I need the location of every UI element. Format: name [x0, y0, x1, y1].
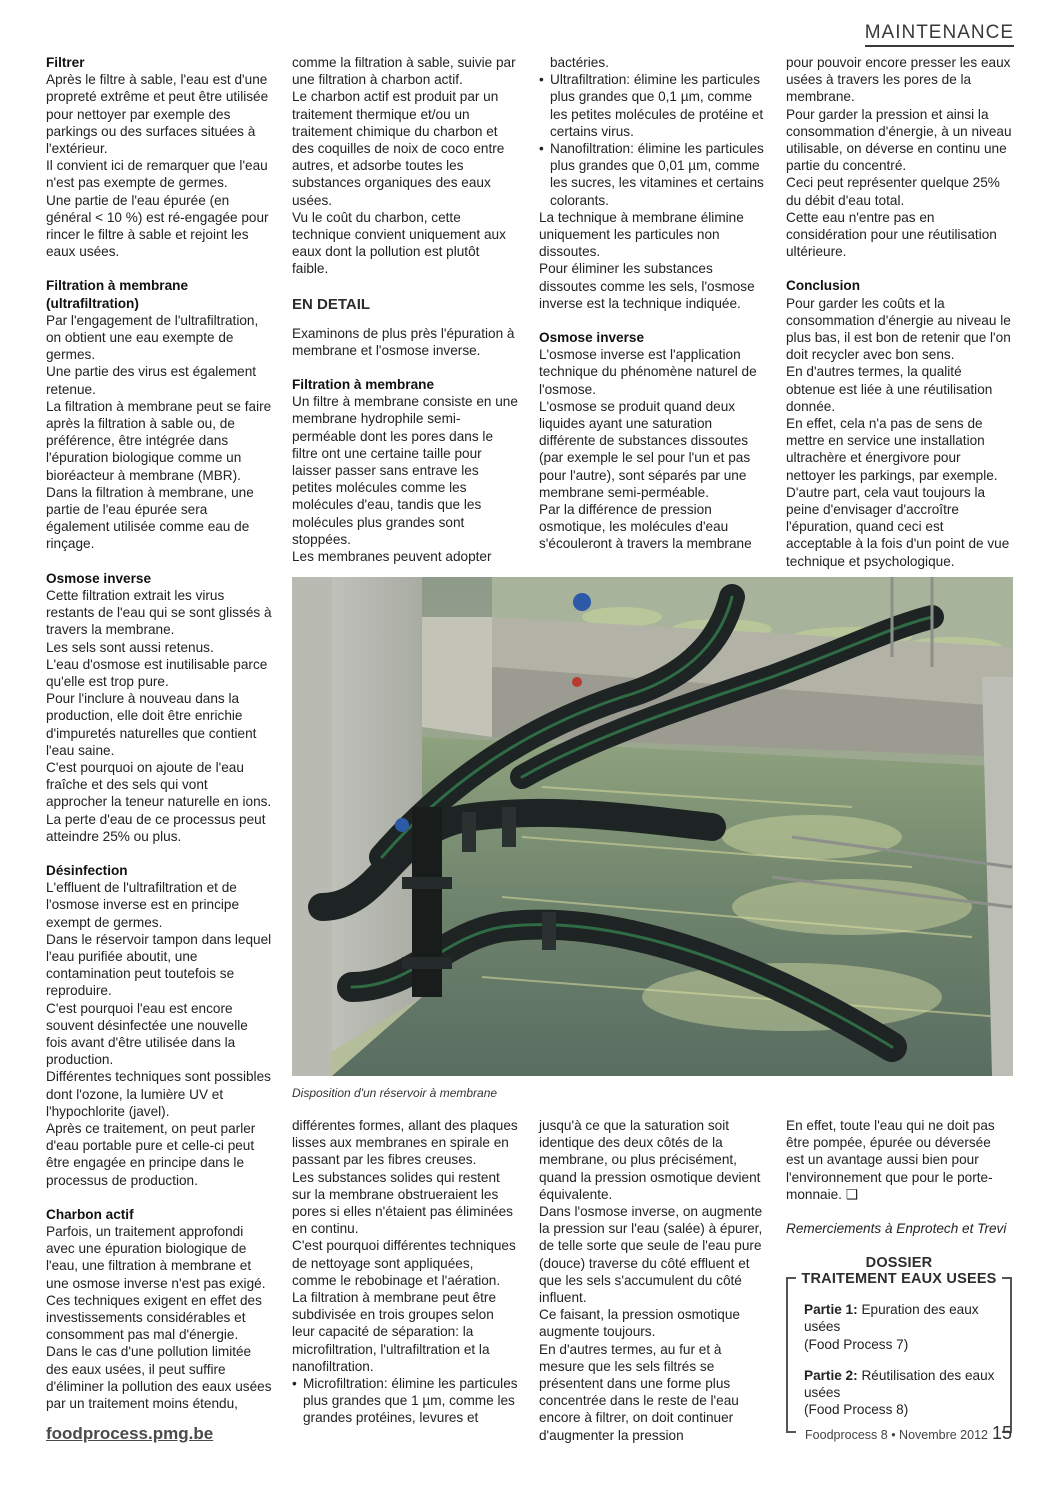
footer-website-link[interactable]: foodprocess.pmg.be — [46, 1424, 214, 1443]
paragraph: Cette filtration extrait les virus restants de l'eau qui se sont glissés à travers la membrane. — [46, 587, 272, 638]
acknowledgement: Remerciements à Enprotech et Trevi — [786, 1221, 1007, 1237]
part-label: Partie 2: — [804, 1367, 858, 1383]
paragraph: Pour l'inclure à nouveau dans la production, elle doit être enrichie d'impuretés naturelles que contient l'eau saine. — [46, 691, 257, 758]
paragraph: Pour garder la pression et ainsi la consommation d'énergie, à un niveau utilisable, on déverse en continu une partie du concentré. — [786, 106, 1012, 174]
figure-caption: Disposition d'un réservoir à membrane — [292, 1086, 498, 1100]
heading-charbon-actif: Charbon actif — [46, 1206, 134, 1222]
paragraph: Dans la filtration à membrane, une partie de l'eau épurée sera également utilisée comme eau de rinçage. — [46, 484, 254, 552]
paragraph: En d'autres termes, la qualité obtenue est liée à une réutilisation donnée. — [786, 364, 993, 414]
paragraph: Par l'engagement de l'ultrafiltration, on obtient une eau exempte de germes. — [46, 312, 259, 363]
dossier-subtitle: TRAITEMENT EAUX USEES — [801, 1271, 997, 1288]
closing-text: En effet, toute l'eau qui ne doit pas être pompée, épurée ou déversée est un avantage aussi bien pour l'environnement que pour le porte-monnaie. — [786, 1118, 995, 1202]
heading-en-detail: EN DETAIL — [292, 295, 371, 313]
part-label: Partie 1: — [804, 1302, 858, 1318]
heading-osmose-inverse: Osmose inverse — [46, 570, 152, 586]
part-ref: (Food Process 7) — [804, 1336, 909, 1352]
membrane-tank-photo — [292, 577, 1013, 1076]
paragraph: Un filtre à membrane consiste en une membrane hydrophile semi-perméable dont les pores dans le filtre ont une certaine taille pour laisser passer sans entrave les petites molécules comme les molécules d'eau, tandis que les molécules plus grandes sont stoppées. — [292, 394, 518, 547]
paragraph: L'osmose se produit quand deux liquides ayant une saturation différente de substances dissoutes (par exemple le sel pour l'un et pas pour l'autre), sont séparés par une membrane semi-perméable. — [539, 398, 751, 500]
column-2-top — [292, 54, 518, 565]
heading-osmose-inverse-2: Osmose inverse — [539, 330, 645, 346]
heading-filtration-membrane-2: Filtration à membrane — [292, 377, 435, 393]
paragraph — [786, 1117, 1012, 1203]
paragraph: pour pouvoir encore presser les eaux usées à travers les pores de la membrane. — [786, 55, 1011, 105]
paragraph: Après ce traitement, on peut parler d'eau portable pure et celle-ci peut être engagée en principe dans le processus de production. — [46, 1120, 256, 1188]
paragraph: Ce faisant, la pression osmotique augmente toujours. — [539, 1307, 740, 1340]
membrane-tank-illustration — [292, 577, 1013, 1076]
paragraph: Par la différence de pression osmotique, les molécules d'eau s'écouleront à travers la membrane — [539, 502, 752, 552]
paragraph: Cette eau n'entre pas en considération pour une réutilisation ultérieure. — [786, 209, 997, 260]
paragraph: L'eau d'osmose est inutilisable parce qu'elle est trop pure. — [46, 656, 268, 689]
end-mark-icon: ❑ — [845, 1186, 858, 1202]
paragraph: Dans l'osmose inverse, on augmente la pression sur l'eau (salée) à épurer, de telle sorte que seule de l'eau pure (douce) traverse du côté effluent et que les sels s'accumulent du côté influent. — [539, 1204, 763, 1306]
column-2-bottom — [292, 1117, 518, 1427]
part-text: Réutilisation des eaux usées — [804, 1367, 995, 1401]
paragraph: C'est pourquoi on ajoute de l'eau fraîche et des sels qui vont approcher la teneur naturelle en ions. — [46, 759, 272, 810]
paragraph: Dans le cas d'une pollution limitée des eaux usées, il peut suffire d'éliminer la pollution des eaux usées par un traitement moins étendu, — [46, 1344, 272, 1412]
paragraph: C'est pourquoi différentes techniques de nettoyage sont appliquées, comme le rebobinage et l'aération. — [292, 1238, 516, 1288]
paragraph: L'effluent de l'ultrafiltration et de l'osmose inverse est en principe exempt de germes. — [46, 880, 240, 930]
paragraph: Vu le coût du charbon, cette technique convient uniquement aux eaux dont la pollution est plutôt faible. — [292, 209, 506, 277]
paragraph: Pour garder les coûts et la consommation d'énergie au niveau le plus bas, il est bon de retenir que l'on doit recycler avec bon sens. — [786, 295, 1011, 363]
dossier-box — [786, 1255, 1012, 1433]
paragraph: Pour éliminer les substances dissoutes comme les sels, l'osmose inverse est la technique indiquée. — [539, 261, 755, 311]
paragraph: Une partie de l'eau épurée (en général < 10 %) est ré-engagée pour rincer le filtre à sable et rejoint les eaux usées. — [46, 192, 269, 260]
list-item-nanofiltration: • Nanofiltration: élimine les particules plus grandes que 0,01 µm, comme les sucres, les vitamines et certains colorants. — [539, 140, 765, 209]
part-text: Epuration des eaux usées — [804, 1302, 979, 1335]
paragraph: La filtration à membrane peut se faire après la filtration à sable ou, de préférence, être intégrée dans l'épuration biologique comme un bioréacteur à membrane (MBR). — [46, 398, 272, 483]
paragraph: Les membranes peuvent adopter — [292, 549, 492, 565]
paragraph: Il convient ici de remarquer que l'eau n'est pas exempte de germes. — [46, 158, 268, 191]
paragraph: bactéries. — [550, 55, 609, 70]
dossier-part-2 — [800, 1367, 998, 1419]
heading-filtration-membrane: Filtration à membrane (ultrafiltration) — [46, 278, 189, 311]
paragraph: Différentes techniques sont possibles dont l'ozone, la lumière UV et l'hypochlorite (javel). — [46, 1069, 271, 1119]
column-3-bottom — [539, 1117, 765, 1444]
paragraph: D'autre part, cela vaut toujours la peine d'envisager d'accroître l'épuration, quand ceci est acceptable à la fois d'un point de vue technique et psychologique. — [786, 484, 1010, 569]
paragraph: Ceci peut représenter quelque 25% du débit d'eau total. — [786, 175, 1000, 208]
paragraph: La filtration à membrane peut être subdivisée en trois groupes selon leur capacité de séparation: la microfiltration, l'ultrafiltration et la nanofiltration. — [292, 1290, 497, 1374]
page-number: 15 — [991, 1423, 1012, 1443]
paragraph: La technique à membrane élimine uniquement les particules non dissoutes. — [539, 209, 744, 260]
column-4-bottom — [786, 1117, 1012, 1433]
bracket-right — [1002, 1277, 1012, 1433]
paragraph: La perte d'eau de ce processus peut atteindre 25% ou plus. — [46, 811, 266, 844]
paragraph: Ces techniques exigent en effet des investissements considérables et consomment pas mal d'énergie. — [46, 1292, 262, 1343]
paragraph: En d'autres termes, au fur et à mesure que les sels filtrés se présentent dans une forme plus concentrée dans le reste de l'eau encore à filtrer, on doit continuer d'augmenter la pression — [539, 1341, 739, 1443]
paragraph: Dans le réservoir tampon dans lequel l'eau purifiée aboutit, une contamination peut toutefois se reproduire. — [46, 931, 272, 999]
paragraph: Après le filtre à sable, l'eau est d'une propreté extrême et peut être utilisée pour nettoyer par exemple des parkings ou des surfaces situées à l'extérieur. — [46, 72, 269, 157]
list-item-microfiltration: • Microfiltration: élimine les particules plus grandes que 1 µm, comme les grandes protéines, levures et — [292, 1375, 518, 1427]
column-3-top — [539, 54, 765, 553]
paragraph: Parfois, un traitement approfondi avec une épuration biologique de l'eau, une filtration à membrane et une osmose inverse n'est pas exigé. — [46, 1224, 266, 1291]
paragraph: Le charbon actif est produit par un traitement thermique et/ou un traitement chimique du charbon et des coquilles de noix de coco entre autres, et adsorbe toutes les substances organiques des eaux usées. — [292, 89, 505, 208]
heading-filtrer: Filtrer — [46, 55, 85, 70]
dossier-title: DOSSIER — [865, 1255, 933, 1272]
footer-issue: Foodprocess 8 • Novembre 2012 — [805, 1428, 988, 1442]
heading-conclusion: Conclusion — [786, 278, 861, 294]
paragraph: Une partie des virus est également retenue. — [46, 364, 257, 397]
list-item-ultrafiltration: • Ultrafiltration: élimine les particules plus grandes que 0,1 µm, comme les petites molécules de protéine et certains virus. — [539, 71, 765, 140]
heading-desinfection: Désinfection — [46, 862, 128, 878]
paragraph: En effet, cela n'a pas de sens de mettre en service une installation ultrachère et énergivore pour nettoyer les parkings, par exemple. — [786, 416, 998, 483]
paragraph: différentes formes, allant des plaques lisses aux membranes en spirale en passant par les fibres creuses. — [292, 1118, 518, 1168]
section-label: MAINTENANCE — [865, 22, 1014, 47]
paragraph: Examinons de plus près l'épuration à membrane et l'osmose inverse. — [292, 325, 515, 358]
paragraph: jusqu'à ce que la saturation soit identique des deux côtés de la membrane, ou plus précisément, quand la pression osmotique devient équivalente. — [539, 1118, 761, 1202]
dossier-part-1 — [800, 1301, 998, 1353]
paragraph: Les sels sont aussi retenus. — [46, 639, 214, 655]
paragraph: Les substances solides qui restent sur la membrane obstrueraient les pores si elles n'étaient pas éliminées en continu. — [292, 1169, 513, 1237]
column-1 — [46, 54, 272, 1412]
column-4-top — [786, 54, 1012, 570]
paragraph: C'est pourquoi l'eau est encore souvent désinfectée une nouvelle fois avant d'être utilisée dans la production. — [46, 1000, 248, 1068]
bracket-left — [786, 1277, 796, 1433]
part-ref: (Food Process 8) — [804, 1402, 909, 1418]
paragraph: comme la filtration à sable, suivie par une filtration à charbon actif. — [292, 55, 516, 88]
paragraph: L'osmose inverse est l'application technique du phénomène naturel de l'osmose. — [539, 347, 757, 397]
